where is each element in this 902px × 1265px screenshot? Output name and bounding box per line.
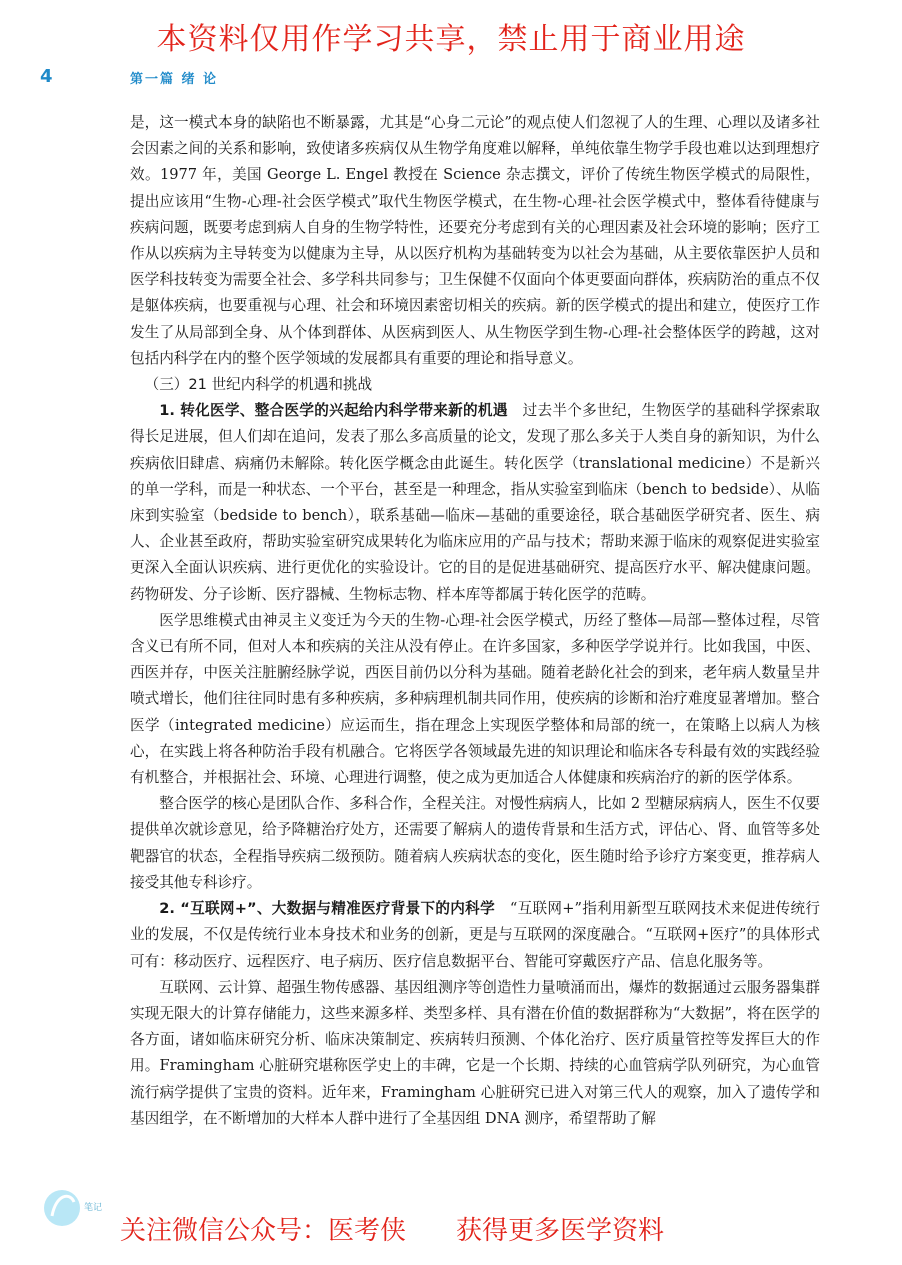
paragraph-2: 医学思维模式由神灵主义变迁为今天的生物-心理-社会医学模式，历经了整体—局部—整体过程，尽管含义已有所不同，但对人本和疾病的关注从没有停止。在许多国家，多种医学学说并行。比如我国，中医、西医并存，中医关注脏腑经脉学说，西医目前仍以分科为基础。随着老龄化社会的到来，老年病人数量呈井喷式增长，他们往往同时患有多种疾病，多种病理机制共同作用，使疾病的诊断和治疗难度显著增加。整合医学（integrated medicine）应运而生，指在理念上实现医学整体和局部的统一，在策略上以病人为核心，在实践上将各种防治手段有机融合。它将医学各领域最先进的知识理论和临床各专科最有效的实践经验有机整合，并根据社会、环境、心理进行调整，使之成为更加适合人体健康和疾病治疗的新的医学体系。 [130, 611, 820, 787]
watermark-bottom [120, 1210, 820, 1247]
page-number: 4 [40, 66, 53, 87]
page-header [40, 66, 870, 90]
subsection-1-heading: 1. 转化医学、整合医学的兴起给内科学带来新的机遇 [159, 402, 508, 420]
notes-logo-icon [40, 1180, 120, 1230]
subsection-1-text: 过去半个多世纪，生物医学的基础科学探索取得长足进展，但人们却在追问，发表了那么多高质量的论文，发现了那么多关于人类自身的新知识，为什么疾病依旧肆虐、病痛仍未解除。转化医学概念由此诞生。转化医学（translational medicine）不是新兴的单一学科，而是一种状态、一个平台，甚至是一种理念，指从实验室到临床（bench to bedside）、从临床到实验室（bedside to bench），联系基础—临床—基础的重要途径，联合基础医学研究者、医生、病人、企业甚至政府，帮助实验室研究成果转化为临床应用的产品与技术；帮助来源于临床的观察促进实验室更深入全面认识疾病、进行更优化的实验设计。它的目的是促进基础研究、提高医疗水平、解决健康问题。药物研发、分子诊断、医疗器械、生物标志物、样本库等都属于转化医学的范畴。 [130, 402, 820, 603]
watermark-bottom-right: 获得更多医学资料 [456, 1216, 665, 1246]
chapter-title: 第一篇 绪 论 [130, 72, 219, 87]
subsection-2-text: “互联网+”指利用新型互联网技术来促进传统行业的发展，不仅是传统行业本身技术和业务的创新，更是与互联网的深度融合。“互联网+医疗”的具体形式可有：移动医疗、远程医疗、电子病历、医疗信息数据平台、智能可穿戴医疗产品、信息化服务等。 [130, 900, 820, 970]
section-heading-3: （三）21 世纪内科学的机遇和挑战 [144, 376, 373, 394]
subsection-2 [130, 896, 820, 975]
paragraph-1: 是，这一模式本身的缺陷也不断暴露，尤其是“心身二元论”的观点使人们忽视了人的生理、心理以及诸多社会因素之间的关系和影响，致使诸多疾病仅从生物学角度难以解释，单纯依靠生物学手段也难以达到理想疗效。1977 年，美国 George L. Engel 教授在 Science 杂志撰文，评价了传统生物医学模式的局限性，提出应该用“生物-心理-社会医学模式”取代生物医学模式，在生物-心理-社会医学模式中，整体看待健康与疾病问题，既要考虑到病人自身的生物学特性，还要充分考虑到有关的心理因素及社会环境的影响；医疗工作从以疾病为主导转变为以健康为主导，从以医疗机构为基础转变为以社会为基础，从主要依靠医护人员和医学科技转变为需要全社会、多学科共同参与；卫生保健不仅面向个体更要面向群体，疾病防治的重点不仅是躯体疾病，也要重视与心理、社会和环境因素密切相关的疾病。新的医学模式的提出和建立，使医疗工作发生了从局部到全身、从个体到群体、从医病到医人、从生物医学到生物-心理-社会整体医学的跨越，这对包括内科学在内的整个医学领域的发展都具有重要的理论和指导意义。 [130, 114, 820, 367]
subsection-2-heading: 2. “互联网+”、大数据与精准医疗背景下的内科学 [159, 900, 495, 918]
subsection-1 [130, 398, 820, 608]
watermark-top: 本资料仅用作学习共享，禁止用于商业用途 [156, 22, 746, 57]
logo-text: 笔记 [84, 1203, 103, 1213]
paragraph-4: 互联网、云计算、超强生物传感器、基因组测序等创造性力量喷涌而出，爆炸的数据通过云服务器集群实现无限大的计算存储能力，这些来源多样、类型多样、具有潜在价值的数据群称为“大数据”，将在医学的各方面，诸如临床研究分析、临床决策制定、疾病转归预测、个体化治疗、医疗质量管控等发挥巨大的作用。Framingham 心脏研究堪称医学史上的丰碑，它是一个长期、持续的心血管病学队列研究，为心血管流行病学提供了宝贵的资料。近年来，Framingham 心脏研究已进入对第三代人的观察，加入了遗传学和基因组学，在不断增加的大样本人群中进行了全基因组 DNA 测序，希望帮助了解 [130, 978, 820, 1127]
watermark-bottom-left: 关注微信公众号：医考侠 [120, 1216, 407, 1246]
paragraph-3: 整合医学的核心是团队合作、多科合作，全程关注。对慢性病病人，比如 2 型糖尿病病人，医生不仅要提供单次就诊意见，给予降糖治疗处方，还需要了解病人的遗传背景和生活方式，评估心、肾、血管等多处靶器官的状态，全程指导疾病二级预防。随着病人疾病状态的变化，医生随时给予诊疗方案变更，推荐病人接受其他专科诊疗。 [130, 795, 820, 891]
page-body [130, 110, 820, 1200]
